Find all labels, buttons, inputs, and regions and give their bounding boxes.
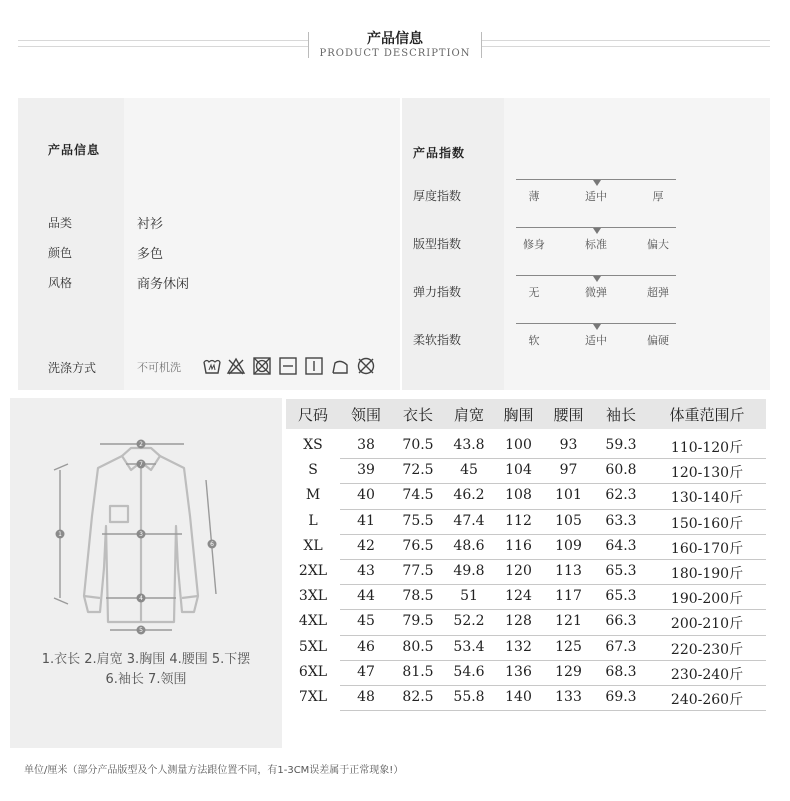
- cell-chest: 100: [505, 437, 532, 453]
- elasticity-scale-marker: [593, 276, 601, 282]
- cell-shoulder: 52.2: [453, 613, 485, 630]
- table-row-divider: [340, 685, 766, 686]
- cell-sleeve: 64.3: [605, 537, 637, 554]
- elasticity-option-1: 无: [528, 286, 540, 299]
- shirt-diagram: [10, 398, 282, 648]
- cell-waist: 113: [555, 563, 582, 579]
- cell-chest: 124: [505, 588, 532, 605]
- product-info-value-column: [124, 98, 400, 390]
- cell-size: XS: [303, 437, 323, 453]
- cell-weight: 230-240斤: [670, 666, 744, 683]
- softness-scale-marker: [593, 324, 601, 330]
- marker-2-label: 2: [139, 441, 143, 448]
- cell-waist: 101: [555, 487, 582, 504]
- table-row-divider: [340, 635, 766, 636]
- cell-length: 79.5: [402, 613, 434, 630]
- header-neck: 领围: [350, 406, 381, 424]
- index-label-thickness: 厚度指数: [413, 189, 462, 203]
- softness-option-1: 软: [528, 334, 540, 347]
- flat-dry-icon: [330, 356, 350, 376]
- info-label-category: 品类: [48, 216, 73, 230]
- no-bleach-icon: [226, 356, 246, 376]
- header-sleeve: 袖长: [605, 406, 636, 424]
- thickness-option-1: 薄: [528, 190, 540, 203]
- index-label-fit: 版型指数: [413, 237, 462, 251]
- cell-weight: 130-140斤: [670, 490, 744, 507]
- elasticity-option-3: 超弹: [647, 286, 669, 299]
- header-chest: 胸围: [503, 406, 534, 424]
- index-label-elasticity: 弹力指数: [413, 285, 462, 299]
- cell-shoulder: 45: [460, 462, 478, 479]
- cell-length: 78.5: [402, 588, 434, 605]
- product-info-heading: 产品信息: [48, 143, 101, 157]
- cell-length: 77.5: [402, 563, 434, 579]
- cell-waist: 97: [559, 462, 578, 479]
- header-length: 衣长: [402, 406, 433, 424]
- cell-weight: 110-120斤: [670, 440, 744, 456]
- cell-shoulder: 43.8: [453, 437, 485, 453]
- cell-waist: 133: [555, 689, 582, 705]
- thickness-option-2: 适中: [585, 190, 607, 203]
- cell-sleeve: 65.3: [605, 563, 637, 579]
- info-value-style: 商务休闲: [137, 277, 190, 292]
- cell-length: 82.5: [402, 689, 434, 705]
- cell-sleeve: 65.3: [605, 588, 637, 605]
- cell-sleeve: 60.8: [605, 462, 637, 479]
- cell-sleeve: 63.3: [605, 512, 637, 529]
- softness-option-2: 适中: [585, 334, 607, 347]
- cell-neck: 47: [357, 663, 375, 680]
- table-row-divider: [340, 710, 766, 711]
- cell-neck: 38: [357, 437, 375, 453]
- cell-shoulder: 46.2: [453, 487, 485, 504]
- cell-length: 81.5: [402, 663, 434, 680]
- header-divider-left-bottom: [18, 46, 308, 47]
- cell-shoulder: 51: [460, 588, 478, 605]
- section-subtitle: PRODUCT DESCRIPTION: [319, 48, 471, 59]
- cell-shoulder: 55.8: [453, 689, 485, 705]
- cell-weight: 150-160斤: [670, 515, 744, 532]
- table-row-divider: [340, 660, 766, 661]
- info-label-style: 风格: [48, 276, 73, 290]
- cell-waist: 121: [555, 613, 582, 630]
- cell-size: 5XL: [298, 638, 328, 655]
- cell-size: 7XL: [298, 689, 328, 705]
- marker-7-label: 7: [139, 461, 143, 468]
- cell-neck: 44: [357, 588, 375, 605]
- marker-4-label: 4: [139, 595, 143, 602]
- unit-footnote: 单位/厘米（部分产品版型及个人测量方法跟位置不同，有1-3CM误差属于正常现象!）: [24, 765, 404, 776]
- cell-size: 3XL: [298, 588, 328, 605]
- cell-waist: 125: [555, 638, 582, 655]
- cell-size: XL: [303, 537, 323, 554]
- no-tumble-dry-icon: [252, 356, 272, 376]
- cell-weight: 120-130斤: [670, 465, 744, 482]
- header-divider-left-top: [18, 40, 308, 41]
- line-dry-icon: [278, 356, 298, 376]
- no-dry-clean-icon: [356, 356, 376, 376]
- cell-size: 6XL: [298, 663, 328, 680]
- info-label-color: 颜色: [48, 246, 73, 260]
- cell-size: 4XL: [298, 613, 328, 630]
- marker-5-label: 5: [139, 627, 143, 634]
- cell-weight: 240-260斤: [670, 692, 744, 708]
- cell-sleeve: 59.3: [605, 437, 637, 453]
- cell-chest: 128: [505, 613, 532, 630]
- cell-neck: 40: [357, 487, 375, 504]
- diagram-legend-line-1: 1.衣长 2.肩宽 3.胸围 4.腰围 5.下摆: [41, 652, 251, 667]
- hand-wash-icon: [202, 356, 222, 376]
- cell-waist: 117: [555, 588, 582, 605]
- cell-shoulder: 47.4: [453, 512, 485, 529]
- cell-chest: 132: [505, 638, 532, 655]
- cell-chest: 120: [505, 563, 532, 579]
- table-row-divider: [340, 534, 766, 535]
- cell-waist: 109: [555, 537, 582, 554]
- section-title: 产品信息: [367, 31, 423, 47]
- cell-sleeve: 67.3: [605, 638, 637, 655]
- cell-shoulder: 49.8: [453, 563, 485, 579]
- cell-chest: 112: [505, 512, 532, 529]
- cell-length: 75.5: [402, 512, 434, 529]
- cell-length: 72.5: [402, 462, 434, 479]
- cell-chest: 104: [505, 462, 532, 479]
- cell-sleeve: 68.3: [605, 663, 637, 680]
- cell-shoulder: 53.4: [453, 638, 485, 655]
- fit-scale-marker: [593, 228, 601, 234]
- header-size: 尺码: [297, 406, 328, 424]
- info-value-color: 多色: [137, 247, 164, 262]
- index-label-softness: 柔软指数: [413, 333, 462, 347]
- header-divider-right-bottom: [482, 46, 770, 47]
- table-row-divider: [340, 584, 766, 585]
- cell-neck: 48: [357, 689, 375, 705]
- cell-length: 70.5: [402, 437, 434, 453]
- header-weight: 体重范围斤: [669, 406, 745, 424]
- table-row-divider: [340, 559, 766, 560]
- diagram-legend-line-2: 6.袖长 7.领围: [105, 672, 187, 687]
- cell-shoulder: 54.6: [453, 663, 485, 680]
- marker-6-label: 6: [210, 541, 214, 548]
- info-value-category: 衬衫: [137, 217, 164, 232]
- marker-1-label: 1: [58, 531, 62, 538]
- cell-waist: 105: [555, 512, 582, 529]
- fit-option-2: 标准: [585, 238, 607, 251]
- cell-size: 2XL: [298, 563, 328, 579]
- product-index-heading: 产品指数: [413, 146, 466, 160]
- header-divider-right-top: [482, 40, 770, 41]
- cell-neck: 43: [357, 563, 375, 579]
- washing-value: 不可机洗: [137, 361, 181, 374]
- cell-waist: 93: [559, 437, 578, 453]
- cell-sleeve: 66.3: [605, 613, 637, 630]
- thickness-option-3: 厚: [652, 190, 664, 203]
- table-row-divider: [340, 483, 766, 484]
- cell-length: 80.5: [402, 638, 434, 655]
- thickness-scale-marker: [593, 180, 601, 186]
- cell-sleeve: 69.3: [605, 689, 637, 705]
- cell-neck: 46: [357, 638, 375, 655]
- marker-3-label: 3: [139, 531, 143, 538]
- cell-chest: 136: [505, 663, 532, 680]
- cell-weight: 180-190斤: [670, 566, 744, 582]
- cell-waist: 129: [555, 663, 582, 680]
- cell-sleeve: 62.3: [605, 487, 637, 504]
- header-shoulder: 肩宽: [453, 406, 484, 424]
- cell-chest: 108: [505, 487, 532, 504]
- header-waist: 腰围: [553, 406, 584, 424]
- cell-length: 76.5: [402, 537, 434, 554]
- cell-chest: 140: [505, 689, 532, 705]
- table-row-divider: [340, 458, 766, 459]
- cell-neck: 45: [357, 613, 375, 630]
- cell-size: L: [308, 512, 318, 529]
- cell-length: 74.5: [402, 487, 434, 504]
- cell-neck: 39: [357, 462, 375, 479]
- elasticity-option-2: 微弹: [585, 286, 607, 299]
- fit-option-1: 修身: [523, 238, 545, 251]
- table-row-divider: [340, 609, 766, 610]
- fit-option-3: 偏大: [647, 238, 669, 251]
- cell-size: S: [308, 462, 318, 479]
- cell-size: M: [305, 487, 321, 504]
- table-row-divider: [340, 509, 766, 510]
- header-tick-left: [308, 32, 309, 58]
- header-tick-right: [481, 32, 482, 58]
- cell-chest: 116: [505, 537, 532, 554]
- softness-option-3: 偏硬: [647, 334, 669, 347]
- washing-label: 洗涤方式: [48, 361, 97, 375]
- cell-weight: 220-230斤: [670, 641, 744, 658]
- cell-weight: 160-170斤: [670, 540, 744, 557]
- cell-weight: 190-200斤: [670, 591, 744, 608]
- cell-shoulder: 48.6: [453, 537, 485, 554]
- cell-neck: 41: [357, 512, 375, 529]
- cell-neck: 42: [357, 537, 375, 554]
- cell-weight: 200-210斤: [670, 616, 744, 633]
- drip-dry-icon: [304, 356, 324, 376]
